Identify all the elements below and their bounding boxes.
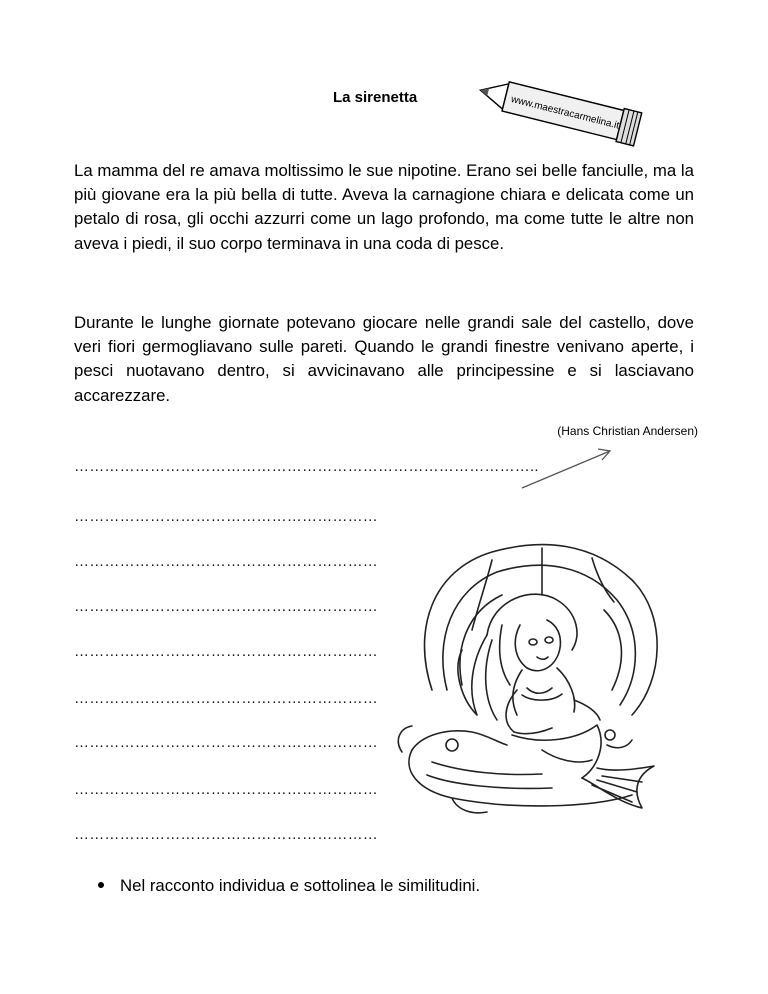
story-source: (Hans Christian Andersen): [557, 424, 698, 438]
crayon-logo-icon: [470, 70, 650, 150]
mermaid-shell-illustration: [392, 540, 686, 835]
answer-line[interactable]: ……………………………………………………: [74, 781, 378, 798]
answer-line[interactable]: ……………………………………………………: [74, 690, 378, 707]
page-title: La sirenetta: [333, 89, 418, 106]
crayon-logo-text: www.maestracarmelina.it: [509, 94, 621, 132]
answer-line[interactable]: ……………………………………………………: [74, 598, 378, 615]
answer-line[interactable]: ……………………………………………………: [74, 643, 378, 660]
instruction-text: Nel racconto individua e sottolinea le similitudini.: [120, 876, 481, 895]
instruction-bullet: [98, 876, 480, 896]
answer-line[interactable]: ……………………………………………………: [74, 508, 378, 525]
answer-line[interactable]: ……………………………………………………: [74, 553, 378, 570]
answer-line[interactable]: ……………………………………………………: [74, 826, 378, 843]
bullet-icon: [98, 882, 104, 888]
story-paragraph-1: La mamma del re amava moltissimo le sue nipotine. Erano sei belle fanciulle, ma la più giovane era la più bella di tutte. Aveva la carnagione chiara e delicata come un petalo di rosa, gli occhi azzurri come un lago profondo, ma come tutte le altre non aveva i piedi, il suo corpo terminava in una coda di pesce.: [74, 161, 694, 253]
story-paragraph-2: Durante le lunghe giornate potevano giocare nelle grandi sale del castello, dove veri fiori germogliavano sulle pareti. Quando le grandi finestre venivano aperte, i pesci nuotavano dentro, si avvicinavano alle principessine e si lasciavano accarezzare.: [74, 313, 694, 405]
answer-line[interactable]: ……………………………………………………: [74, 734, 378, 751]
answer-line[interactable]: ………………………………………………………………………………..: [74, 458, 539, 475]
